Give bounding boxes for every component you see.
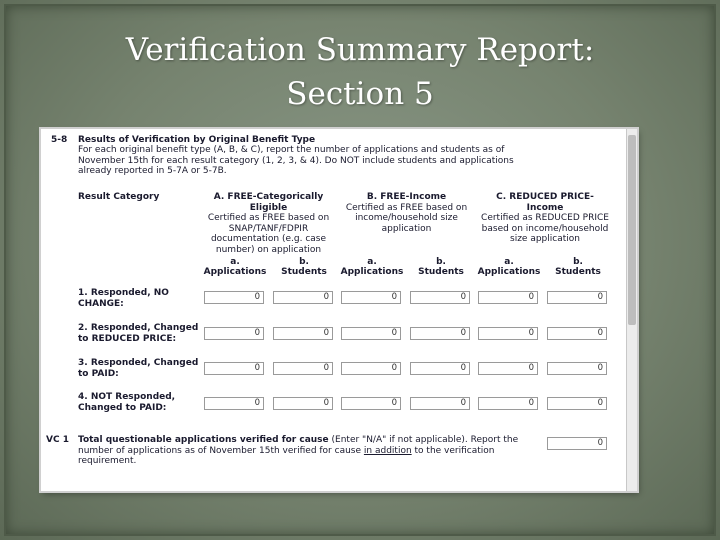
row3-c-students-input[interactable]: 0 [547, 362, 607, 375]
applications-label: Applications [340, 267, 404, 277]
column-c-header [475, 192, 615, 245]
column-b-header [339, 192, 474, 234]
slide-title-line2: Section 5 [286, 76, 434, 112]
row3-a-students-input[interactable]: 0 [273, 362, 333, 375]
row3-a-applications-input[interactable]: 0 [204, 362, 264, 375]
sub-b-label: b. [299, 257, 309, 267]
column-a-header [201, 192, 336, 255]
row1-a-students-input[interactable]: 0 [273, 291, 333, 304]
vc-text-2: to the verification requirement. [78, 445, 495, 466]
sub-header-a-applications [201, 257, 269, 277]
row2-c-students-input[interactable]: 0 [547, 327, 607, 340]
sub-header-b-students [407, 257, 475, 277]
row1-b-applications-input[interactable]: 0 [341, 291, 401, 304]
students-label: Students [281, 267, 327, 277]
row4-b-applications-input[interactable]: 0 [341, 397, 401, 410]
row3-b-students-input[interactable]: 0 [410, 362, 470, 375]
column-c-desc: Certified as REDUCED PRICE based on income/household size application [481, 213, 609, 244]
applications-label: Applications [203, 267, 267, 277]
sub-header-c-applications [475, 257, 543, 277]
sub-a-label: a. [504, 257, 514, 267]
column-c-title-2: Income [526, 202, 564, 213]
row-label-1: 1. Responded, NO CHANGE: [78, 288, 169, 309]
column-b-desc: Certified as FREE based on income/household size application [345, 202, 468, 234]
section-code: 5-8 [51, 135, 68, 145]
row2-a-students-input[interactable]: 0 [273, 327, 333, 340]
students-label: Students [418, 267, 464, 277]
column-a-title-1: A. FREE-Categorically [213, 192, 324, 202]
vc-text [78, 435, 548, 467]
sub-header-c-students [544, 257, 612, 277]
students-label: Students [555, 267, 601, 277]
row2-c-applications-input[interactable]: 0 [478, 327, 538, 340]
row4-a-applications-input[interactable]: 0 [204, 397, 264, 410]
result-category-header: Result Category [78, 192, 160, 202]
sub-a-label: a. [367, 257, 377, 267]
vc-total-input[interactable]: 0 [547, 437, 607, 450]
vertical-scrollbar[interactable] [626, 129, 637, 491]
row2-b-students-input[interactable]: 0 [410, 327, 470, 340]
vc-title: Total questionable applications verified for cause [78, 435, 329, 445]
form-screenshot [41, 129, 637, 491]
sub-header-a-students [270, 257, 338, 277]
applications-label: Applications [477, 267, 541, 277]
sub-header-b-applications [338, 257, 406, 277]
row3-b-applications-input[interactable]: 0 [341, 362, 401, 375]
slide-title [0, 28, 720, 116]
row1-c-applications-input[interactable]: 0 [478, 291, 538, 304]
row4-a-students-input[interactable]: 0 [273, 397, 333, 410]
row3-c-applications-input[interactable]: 0 [478, 362, 538, 375]
column-c-title-1: C. REDUCED PRICE- [496, 192, 594, 202]
scrollbar-thumb[interactable] [628, 135, 636, 325]
vc-text-1: (Enter "N/A" if not applicable). Report the number of applications as of November 15th verified for cause [78, 435, 519, 456]
vc-code: VC 1 [46, 435, 69, 445]
row-label-4: 4. NOT Responded, Changed to PAID: [78, 392, 176, 413]
row-label-2: 2. Responded, Changed to REDUCED PRICE: [78, 323, 199, 344]
row2-a-applications-input[interactable]: 0 [204, 327, 264, 340]
section-instructions: For each original benefit type (A, B, & C), report the number of applications and students as of November 15th for each result category (1, 2, 3, & 4). Do NOT include students and applications already reported in 5-7A or 5-7B. [78, 145, 514, 176]
column-a-title-2: Eligible [249, 202, 288, 213]
slide-title-line1: Verification Summary Report: [125, 32, 595, 68]
row4-c-students-input[interactable]: 0 [547, 397, 607, 410]
vc-in-addition: in addition [363, 445, 412, 456]
column-a-desc: Certified as FREE based on SNAP/TANF/FDPIR documentation (e.g. case number) on application [207, 213, 330, 255]
sub-b-label: b. [436, 257, 446, 267]
row2-b-applications-input[interactable]: 0 [341, 327, 401, 340]
section-title: Results of Verification by Original Benefit Type [78, 135, 316, 145]
sub-b-label: b. [573, 257, 583, 267]
row1-c-students-input[interactable]: 0 [547, 291, 607, 304]
row4-b-students-input[interactable]: 0 [410, 397, 470, 410]
row1-a-applications-input[interactable]: 0 [204, 291, 264, 304]
row1-b-students-input[interactable]: 0 [410, 291, 470, 304]
sub-a-label: a. [230, 257, 240, 267]
row-label-3: 3. Responded, Changed to PAID: [78, 358, 199, 379]
column-b-title: B. FREE-Income [366, 192, 447, 202]
row4-c-applications-input[interactable]: 0 [478, 397, 538, 410]
